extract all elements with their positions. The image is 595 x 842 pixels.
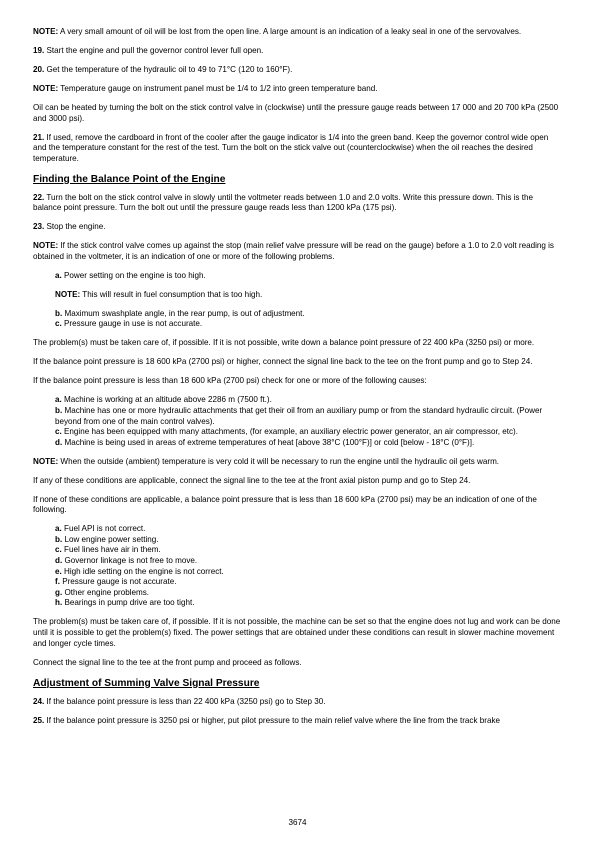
step-text: Stop the engine. — [44, 222, 106, 232]
step-number: 24. — [33, 696, 45, 706]
paragraph-oil-heating: Oil can be heated by turning the bolt on the stick control valve in (clockwise) until the pressure gauge reads between 17 000 and 20 700 kPa (2500 and 3000 psi). — [33, 102, 559, 123]
note-label: NOTE: — [33, 83, 59, 93]
list-item-label: c. — [55, 427, 62, 437]
note-label: NOTE: — [33, 27, 59, 36]
note-label: NOTE: — [33, 241, 59, 251]
list-item-text: Governor linkage is not free to move. — [62, 556, 198, 566]
list-item-text: Machine is being used in areas of extreme temperatures of heat [above 38°C (100°F)] or cold [below - 18°C (0°F)]. — [62, 437, 475, 447]
list-item-label: d. — [55, 437, 63, 447]
step-24 — [33, 697, 563, 708]
list-item — [55, 556, 563, 567]
list-item — [55, 545, 563, 556]
step-21 — [33, 133, 563, 165]
list-item-label: a. — [55, 270, 62, 280]
list-item-text: Machine is working at an altitude above 2286 m (7500 ft.). — [61, 395, 272, 405]
step-text: If the balance point pressure is less than 22 400 kPa (3250 psi) go to Step 30. — [44, 696, 326, 706]
list-item — [55, 438, 563, 449]
list-item-text: Power setting on the engine is too high. — [61, 270, 206, 280]
list-item-label: a. — [55, 395, 62, 405]
list-item-text: High idle setting on the engine is not correct. — [61, 566, 224, 576]
step-number: 23. — [33, 222, 45, 232]
list-item-label: f. — [55, 577, 60, 587]
list-item-label: g. — [55, 587, 63, 597]
step-22 — [33, 193, 563, 214]
section-heading-summing-valve: Adjustment of Summing Valve Signal Pressure — [33, 677, 260, 689]
paragraph-balance-point-high: If the balance point pressure is 18 600 kPa (2700 psi) or higher, connect the signal line back to the tee on the front pump and go to Step 24. — [33, 357, 533, 367]
list-item-text: Machine has one or more hydraulic attachments that get their oil from an auxiliary pump or from the standard hydraulic circuit. (Power beyond from one of the main control valves). — [55, 405, 543, 426]
document-body — [33, 27, 563, 726]
list-item — [55, 588, 563, 599]
step-number: 20. — [33, 64, 45, 74]
step-text: Start the engine and pull the governor control lever full open. — [44, 45, 264, 55]
step-number: 22. — [33, 192, 45, 202]
step-text: If the balance point pressure is 3250 psi or higher, put pilot pressure to the main relief valve where the line from the track brake — [44, 715, 501, 725]
note-leaky-seal — [33, 27, 563, 38]
step-number: 19. — [33, 45, 45, 55]
step-text: If used, remove the cardboard in front of the cooler after the gauge indicator is 1/4 into the green band. Keep the governor control wide open and the temperature constant for the rest of the test. Turn the bolt on the stick valve out (counterclockwise) when the oil reaches the desired temperature. — [33, 132, 549, 163]
list-item-text: Engine has been equipped with many attachments, (for example, an auxiliary electric power generator, an air compressor, etc). — [61, 427, 518, 437]
list-item — [55, 535, 563, 546]
page-number: 3674 — [288, 818, 307, 827]
note-text: When the outside (ambient) temperature is very cold it will be necessary to run the engine until the hydraulic oil gets warm. — [58, 456, 500, 466]
paragraph-conditions-not-applicable: If none of these conditions are applicable, a balance point pressure that is less than 18 600 kPa (2700 psi) may be an indication of one of the following. — [33, 494, 537, 515]
list-item-text: Pressure gauge in use is not accurate. — [61, 319, 203, 329]
list-item-text: Bearings in pump drive are too tight. — [62, 598, 195, 608]
step-20 — [33, 65, 563, 76]
list-item-text: Fuel lines have air in them. — [61, 545, 161, 555]
paragraph-balance-point-low: If the balance point pressure is less than 18 600 kPa (2700 psi) check for one or more of the following causes: — [33, 376, 427, 386]
step-19 — [33, 46, 563, 57]
note-temperature-gauge — [33, 84, 563, 95]
list-item-label: d. — [55, 556, 63, 566]
list-item-label: e. — [55, 566, 62, 576]
note-stick-control-valve — [33, 241, 563, 262]
paragraph-problem-workaround: The problem(s) must be taken care of, if possible. If it is not possible, the machine can be set so that the engine does not lug and work can be done until it is possible to get the problem(s) fixed. The power settings that are obtained under these conditions can result in slower machine movement and longer cycle times. — [33, 617, 561, 648]
step-text: Get the temperature of the hydraulic oil to 49 to 71°C (120 to 160°F). — [44, 64, 293, 74]
list-item-label: b. — [55, 534, 63, 544]
list-item — [55, 395, 563, 406]
list-item-text: Fuel API is not correct. — [61, 524, 146, 534]
note-text: Temperature gauge on instrument panel must be 1/4 to 1/2 into green temperature band. — [58, 83, 378, 93]
list-item — [55, 427, 563, 438]
list-item-label: h. — [55, 598, 63, 608]
list-item — [55, 577, 563, 588]
list-item — [55, 319, 563, 330]
indications-list — [33, 524, 563, 609]
list-item-text: Other engine problems. — [62, 587, 150, 597]
paragraph-problem-fix: The problem(s) must be taken care of, if possible. If it is not possible, write down a balance point pressure of 22 400 kPa (3250 psi) or more. — [33, 338, 535, 348]
problem-list — [33, 309, 563, 330]
list-item — [55, 524, 563, 535]
list-item-a — [33, 271, 563, 282]
paragraph-conditions-applicable: If any of these conditions are applicable, connect the signal line to the tee at the front axial piston pump and go to Step 24. — [33, 475, 471, 485]
list-item-label: b. — [55, 308, 63, 318]
note-label: NOTE: — [33, 456, 59, 466]
note-text: A very small amount of oil will be lost from the open line. A large amount is an indication of a leaky seal in one of the servovalves. — [58, 27, 522, 36]
list-item — [55, 406, 563, 427]
list-item-text: Pressure gauge is not accurate. — [59, 577, 177, 587]
causes-list — [33, 395, 563, 448]
step-number: 21. — [33, 132, 45, 142]
step-25 — [33, 716, 563, 727]
list-item-label: a. — [55, 524, 62, 534]
note-ambient-temperature — [33, 457, 563, 468]
list-item-text: Maximum swashplate angle, in the rear pump, is out of adjustment. — [62, 308, 305, 318]
section-heading-balance-point: Finding the Balance Point of the Engine — [33, 173, 226, 185]
list-item — [55, 598, 563, 609]
step-number: 25. — [33, 715, 45, 725]
note-label: NOTE: — [55, 289, 81, 299]
paragraph-connect-signal-line: Connect the signal line to the tee at the front pump and proceed as follows. — [33, 657, 302, 667]
list-item-label: b. — [55, 405, 63, 415]
list-item-label: c. — [55, 545, 62, 555]
note-fuel-consumption — [33, 290, 563, 301]
list-item-label: c. — [55, 319, 62, 329]
note-text: If the stick control valve comes up against the stop (main relief valve pressure will be read on the gauge) before a 1.0 to 2.0 volt reading is obtained in the voltmeter, it is an indication of one or more of the following problems. — [33, 241, 554, 261]
list-item — [55, 567, 563, 578]
list-item-text: Low engine power setting. — [62, 534, 159, 544]
step-23 — [33, 222, 563, 233]
note-text: This will result in fuel consumption that is too high. — [80, 289, 263, 299]
step-text: Turn the bolt on the stick control valve in slowly until the voltmeter reads between 1.0 and 2.0 volts. Write this pressure down. This is the balance point pressure. Turn the bolt out until the pressure gauge reads less than 1200 kPa (175 psi). — [33, 192, 533, 213]
list-item — [55, 309, 563, 320]
